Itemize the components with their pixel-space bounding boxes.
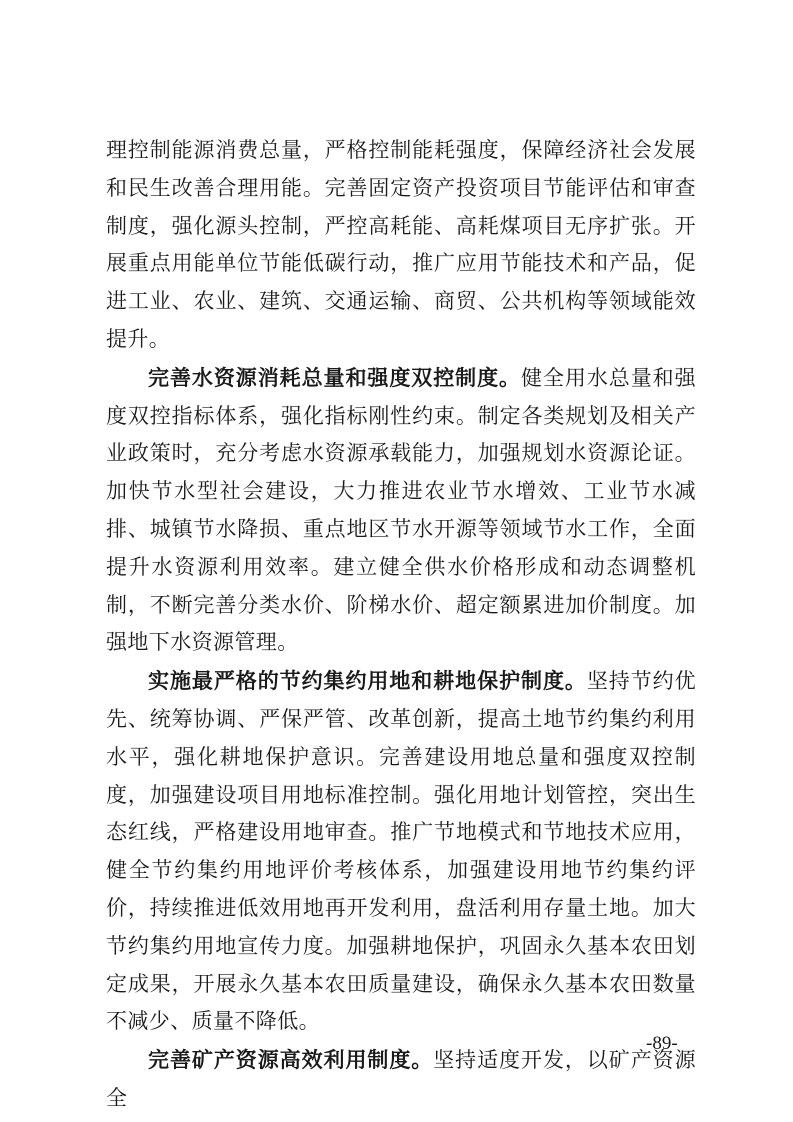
paragraph-4-heading: 完善矿产资源高效利用制度。	[148, 1047, 434, 1073]
paragraph-1	[106, 132, 696, 359]
paragraph-4	[106, 1041, 696, 1118]
page-number: -89-	[646, 1033, 678, 1054]
paragraph-2-heading: 完善水资源消耗总量和强度双控制度。	[148, 364, 521, 390]
paragraph-4-text: 坚持适度开发，以矿产资源全	[106, 1048, 696, 1110]
paragraph-3-text: 坚持节约优先、统筹协调、严保严管、改革创新，提高土地节约集约利用水平，强化耕地保护意识。完善建设用地总量和强度双控制度，加强建设项目用地标准控制。强化用地计划管控，突出生态红线，严格建设用地审查。推广节地模式和节地技术应用，健全节约集约用地评价考核体系，加强建设用地节约集约评价，持续推进低效用地再开发利用，盘活利用存量土地。加大节约集约用地宣传力度。加强耕地保护，巩固永久基本农田划定成果，开展永久基本农田质量建设，确保永久基本农田数量不减少、质量不降低。	[106, 669, 697, 1034]
paragraph-3-heading: 实施最严格的节约集约用地和耕地保护制度。	[148, 668, 587, 694]
paragraph-3	[106, 662, 696, 1041]
body-text	[106, 132, 696, 1118]
paragraph-2-text: 健全用水总量和强度双控指标体系，强化指标刚性约束。制定各类规划及相关产业政策时，充分考虑水资源承载能力，加强规划水资源论证。加快节水型社会建设，大力推进农业节水增效、工业节水减排、城镇节水降损、重点地区节水开源等领域节水工作，全面提升水资源利用效率。建立健全供水价格形成和动态调整机制，不断完善分类水价、阶梯水价、超定额累进加价制度。加强地下水资源管理。	[106, 365, 696, 655]
paragraph-2	[106, 359, 696, 662]
paragraph-1-text: 理控制能源消费总量，严格控制能耗强度，保障经济社会发展和民生改善合理用能。完善固定资产投资项目节能评估和审查制度，强化源头控制，严控高耗能、高耗煤项目无序扩张。开展重点用能单位节能低碳行动，推广应用节能技术和产品，促进工业、农业、建筑、交通运输、商贸、公共机构等领域能效提升。	[106, 138, 696, 351]
